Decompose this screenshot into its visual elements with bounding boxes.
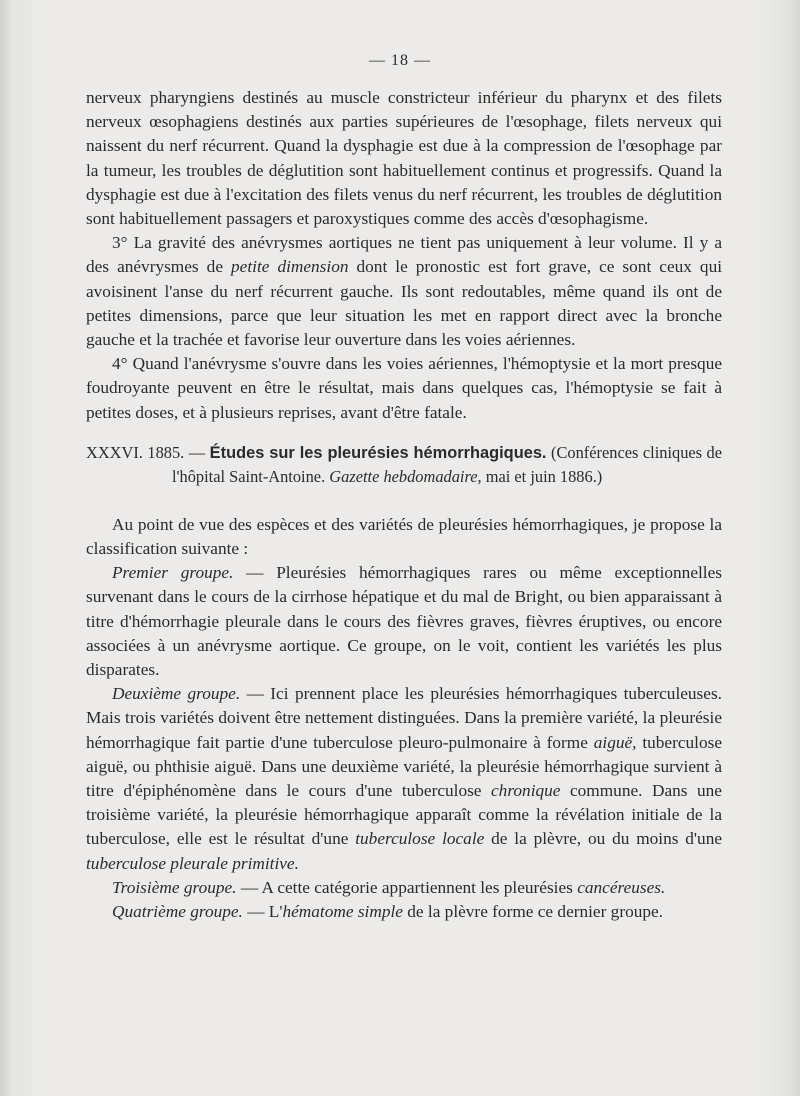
- group-text: tuberculose aiguë, ou phthisie aiguë. Dans une deuxième variété, la pleurésie hémorrhagique survient à titre d'épiphénomène dans le cours d'une tuberculose: [86, 732, 723, 801]
- group-label: Quatrième groupe.: [112, 902, 243, 922]
- paragraph-group-3: [86, 876, 722, 900]
- entry-title: Études sur les pleurésies hémorrhagiques.: [209, 443, 547, 462]
- emphasis: tuberculose pleurale primitive.: [86, 853, 299, 873]
- paragraph-rupture: 4° Quand l'anévrysme s'ouvre dans les voies aériennes, l'hémoptysie et la mort presque foudroyante peuvent en être le résultat, mais dans quelques cas, l'hémoptysie se fait à petites doses, et à plusieurs reprises, avant d'être fatale.: [86, 354, 722, 422]
- group-label: Premier groupe.: [112, 563, 234, 583]
- paragraph-group-2: [86, 682, 722, 876]
- text-block: [86, 86, 722, 924]
- group-label: Troisième groupe.: [112, 877, 237, 897]
- paragraph-group-4: [86, 900, 722, 924]
- paragraph-text: dont le pronostic est fort grave, ce sont ceux qui avoisinent l'anse du nerf récurrent gauche. Ils sont redoutables, même quand ils ont de petites dimensions, parce que leur situation les met en rapport direct avec la bronche gauche et la trachée et favorise leur ouverture dans les voies aériennes.: [86, 257, 723, 350]
- group-text: commune. Dans une troisième variété, la pleurésie hémorrhagique apparaît comme la révélation initiale de la tuberculose, elle est le résultat d'une: [86, 781, 722, 849]
- emphasis: aiguë,: [593, 732, 637, 752]
- bibliography-entry: [86, 441, 722, 489]
- emphasis: tuberculose locale: [355, 829, 485, 849]
- group-text: — Ici prennent place les pleurésies hémorrhagiques tuberculeuses. Mais trois variétés doivent être nettement distinguées. Dans la première variété, la pleurésie hémorrhagique fait partie d'une tuberculose pleuro-pulmonaire à forme: [86, 684, 722, 752]
- paragraph-dysphagia: nerveux pharyngiens destinés au muscle constricteur inférieur du pharynx et des filets nerveux œsophagiens destinés aux parties supérieures de l'œsophage, filets nerveux qui naissent du nerf récurrent. Quand la dysphagie est due à la compression de l'œsophage par la tumeur, les troubles de déglutition sont habituellement continus et progressifs. Quand la dysphagie est due à l'excitation des filets venus du nerf récurrent, les troubles de déglutition sont habituellement passagers et paroxystiques comme des accès d'œsophagisme.: [86, 88, 722, 229]
- paragraph-gravity: [86, 231, 722, 352]
- group-text: de la plèvre forme ce dernier groupe.: [402, 902, 663, 922]
- paragraph-intro: Au point de vue des espèces et des variétés de pleurésies hémorrhagiques, je propose la classification suivante :: [86, 514, 722, 559]
- emphasis: chronique: [491, 781, 561, 801]
- entry-number: XXXVI. 1885. —: [86, 442, 210, 462]
- entry-journal: Gazette hebdomadaire,: [329, 466, 482, 486]
- entry-source: (Conférences cliniques de l'hôpital Saint-Antoine.: [172, 442, 723, 486]
- emphasis: petite dimension: [231, 257, 349, 277]
- group-label: Deuxième groupe.: [112, 684, 241, 704]
- page-number: — 18 —: [369, 52, 431, 69]
- group-text: — A cette catégorie appartiennent les pleurésies: [236, 877, 578, 897]
- emphasis: cancéreuses.: [577, 877, 666, 897]
- emphasis: hématome simple: [282, 902, 403, 922]
- paragraph-group-1: [86, 561, 722, 682]
- group-text: — L': [242, 902, 283, 922]
- entry-date: mai et juin 1886.): [481, 466, 603, 486]
- paragraph-text: 3° La gravité des anévrysmes aortiques ne tient pas uniquement à leur volume. Il y a des anévrysmes de: [86, 233, 722, 277]
- group-text: de la plèvre, ou du moins d'une: [484, 829, 723, 849]
- group-text: — Pleurésies hémorrhagiques rares ou même exceptionnelles survenant dans le cours de la cirrhose hépatique et du mal de Bright, ou bien apparaissant à titre d'hémorrhagie pleurale dans le cours des fièvres graves, fièvres éruptives, ou encore associées à un anévrysme aortique. Ce groupe, on le voit, contient les variétés les plus disparates.: [86, 563, 722, 680]
